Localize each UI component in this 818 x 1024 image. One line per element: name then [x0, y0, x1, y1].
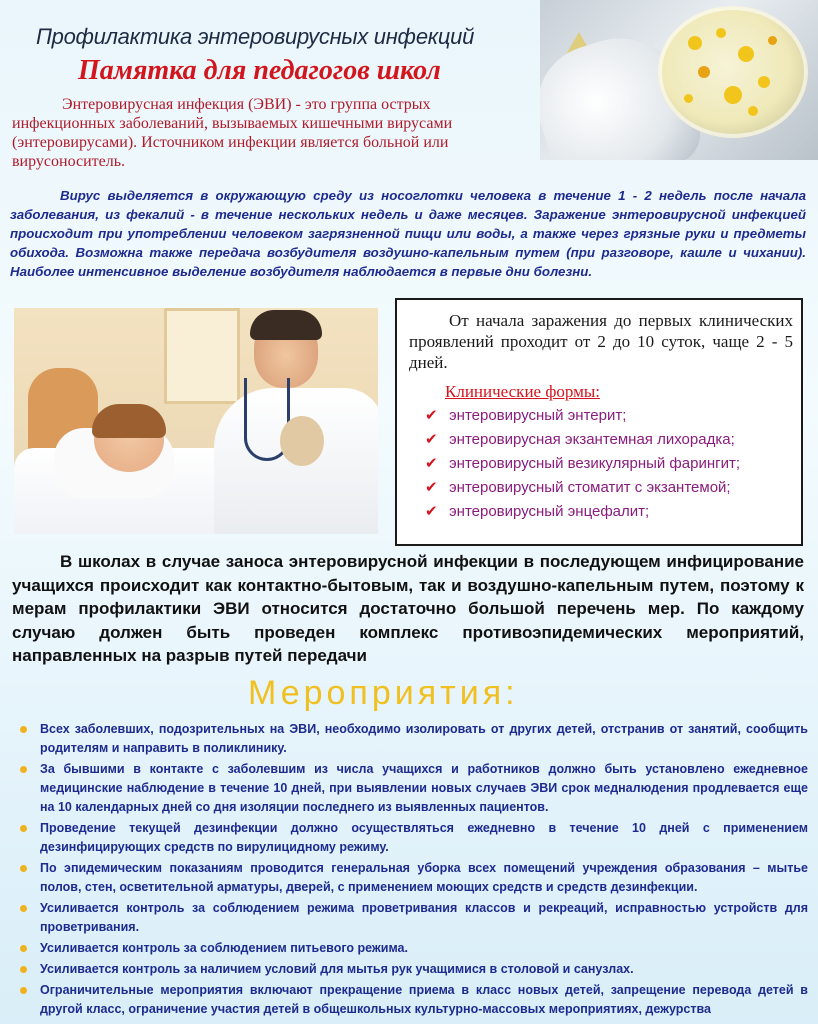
clinical-forms-title: Клинические формы: — [445, 382, 600, 401]
list-item: Усиливается контроль за соблюдением питьевого режима. — [16, 939, 808, 958]
yellow-dot-icon — [20, 726, 27, 733]
page-subtitle: Памятка для педагогов школ — [78, 55, 441, 86]
petri-dish-image — [540, 0, 818, 160]
list-item: ✔ энтеровирусный везикулярный фарингит; — [425, 455, 741, 472]
clinical-info-box — [395, 298, 803, 546]
list-item: ✔ энтеровирусный стоматит с экзантемой; — [425, 479, 731, 496]
list-item: Ограничительные мероприятия включают прекращение приема в класс новых детей, запрещение перевода детей в другой класс, ограничение участия детей в общешкольных культурно-массовых мероприятиях, дежурства — [16, 981, 808, 1019]
incubation-text: От начала заражения до первых клинических проявлений проходит от 2 до 10 суток, чаще 2 - 5 дней. — [409, 311, 793, 372]
list-item: Проведение текущей дезинфекции должно осуществляться ежедневно в течение 10 дней с применением дезинфицирующих средств по вирулицидному режиму. — [16, 819, 808, 857]
yellow-dot-icon — [20, 865, 27, 872]
page-title: Профилактика энтеровирусных инфекций — [36, 24, 475, 49]
check-mark-icon: ✔ — [425, 479, 438, 496]
list-item: По эпидемическим показаниям проводится генеральная уборка всех помещений учреждения образования – мытье полов, стен, осветительной арматуры, дверей, с применением моющих средств и средств дезинфекции. — [16, 859, 808, 897]
doctor-child-photo — [14, 308, 378, 534]
list-item: Усиливается контроль за соблюдением режима проветривания классов и рекреаций, исправностью устройств для проветривания. — [16, 899, 808, 937]
list-item: За бывшими в контакте с заболевшим из числа учащихся и работников должно быть установлено ежедневное медицинские наблюдение в течение 10 дней, при выявлении новых случаев ЭВИ срок медналюдения продлевается еще на 10 календарных дней со дня изоляции последнего из выявленных пациентов. — [16, 760, 808, 817]
yellow-dot-icon — [20, 766, 27, 773]
yellow-dot-icon — [20, 987, 27, 994]
list-item: Всех заболевших, подозрительных на ЭВИ, необходимо изолировать от других детей, отстранив от занятий, сообщить родителям и направить в поликлинику. — [16, 720, 808, 758]
check-mark-icon: ✔ — [425, 455, 438, 472]
yellow-dot-icon — [20, 825, 27, 832]
yellow-dot-icon — [20, 945, 27, 952]
list-item: ✔ энтеровирусная экзантемная лихорадка; — [425, 431, 735, 448]
list-item: ✔ энтеровирусный энтерит; — [425, 407, 627, 424]
school-measures-paragraph: В школах в случае заноса энтеровирусной инфекции в последующем инфицирование учащихся происходит как контактно-бытовым, так и воздушно-капельным путем, поэтому к мерам профилактики ЭВИ относится достаточно большой перечень мер. По каждому случаю должен быть проведен комплекс противоэпидемических мероприятий, направленных на разрыв путей передачи — [12, 552, 804, 665]
petri-dish — [658, 6, 808, 138]
yellow-dot-icon — [20, 905, 27, 912]
clinical-forms-list — [421, 406, 791, 526]
list-item: Усиливается контроль за наличием условий для мытья рук учащимися в столовой и санузлах. — [16, 960, 808, 979]
measures-list — [16, 720, 808, 1021]
intro-paragraph: Энтеровирусная инфекция (ЭВИ) - это группа острых инфекционных заболеваний, вызываемых кишечными вирусами (энтеровирусами). Источником инфекции является больной или вирусоноситель. — [12, 96, 453, 170]
check-mark-icon: ✔ — [425, 503, 438, 520]
check-mark-icon: ✔ — [425, 407, 438, 424]
measures-title: Мероприятия: — [248, 674, 519, 712]
yellow-dot-icon — [20, 966, 27, 973]
list-item: ✔ энтеровирусный энцефалит; — [425, 503, 650, 520]
check-mark-icon: ✔ — [425, 431, 438, 448]
transmission-paragraph: Вирус выделяется в окружающую среду из носоглотки человека в течение 1 - 2 недель после начала заболевания, из фекалий - в течение нескольких недель и даже месяцев. Заражение энтеровирусной инфекцией происходит при употреблении человеком загрязненной пищи или воды, а также через грязные руки и предметы обихода. Возможна также передача возбудителя воздушно-капельным путем (при разговоре, кашле и чихании). Наиболее интенсивное выделение возбудителя наблюдается в первые дни болезни. — [10, 188, 806, 279]
